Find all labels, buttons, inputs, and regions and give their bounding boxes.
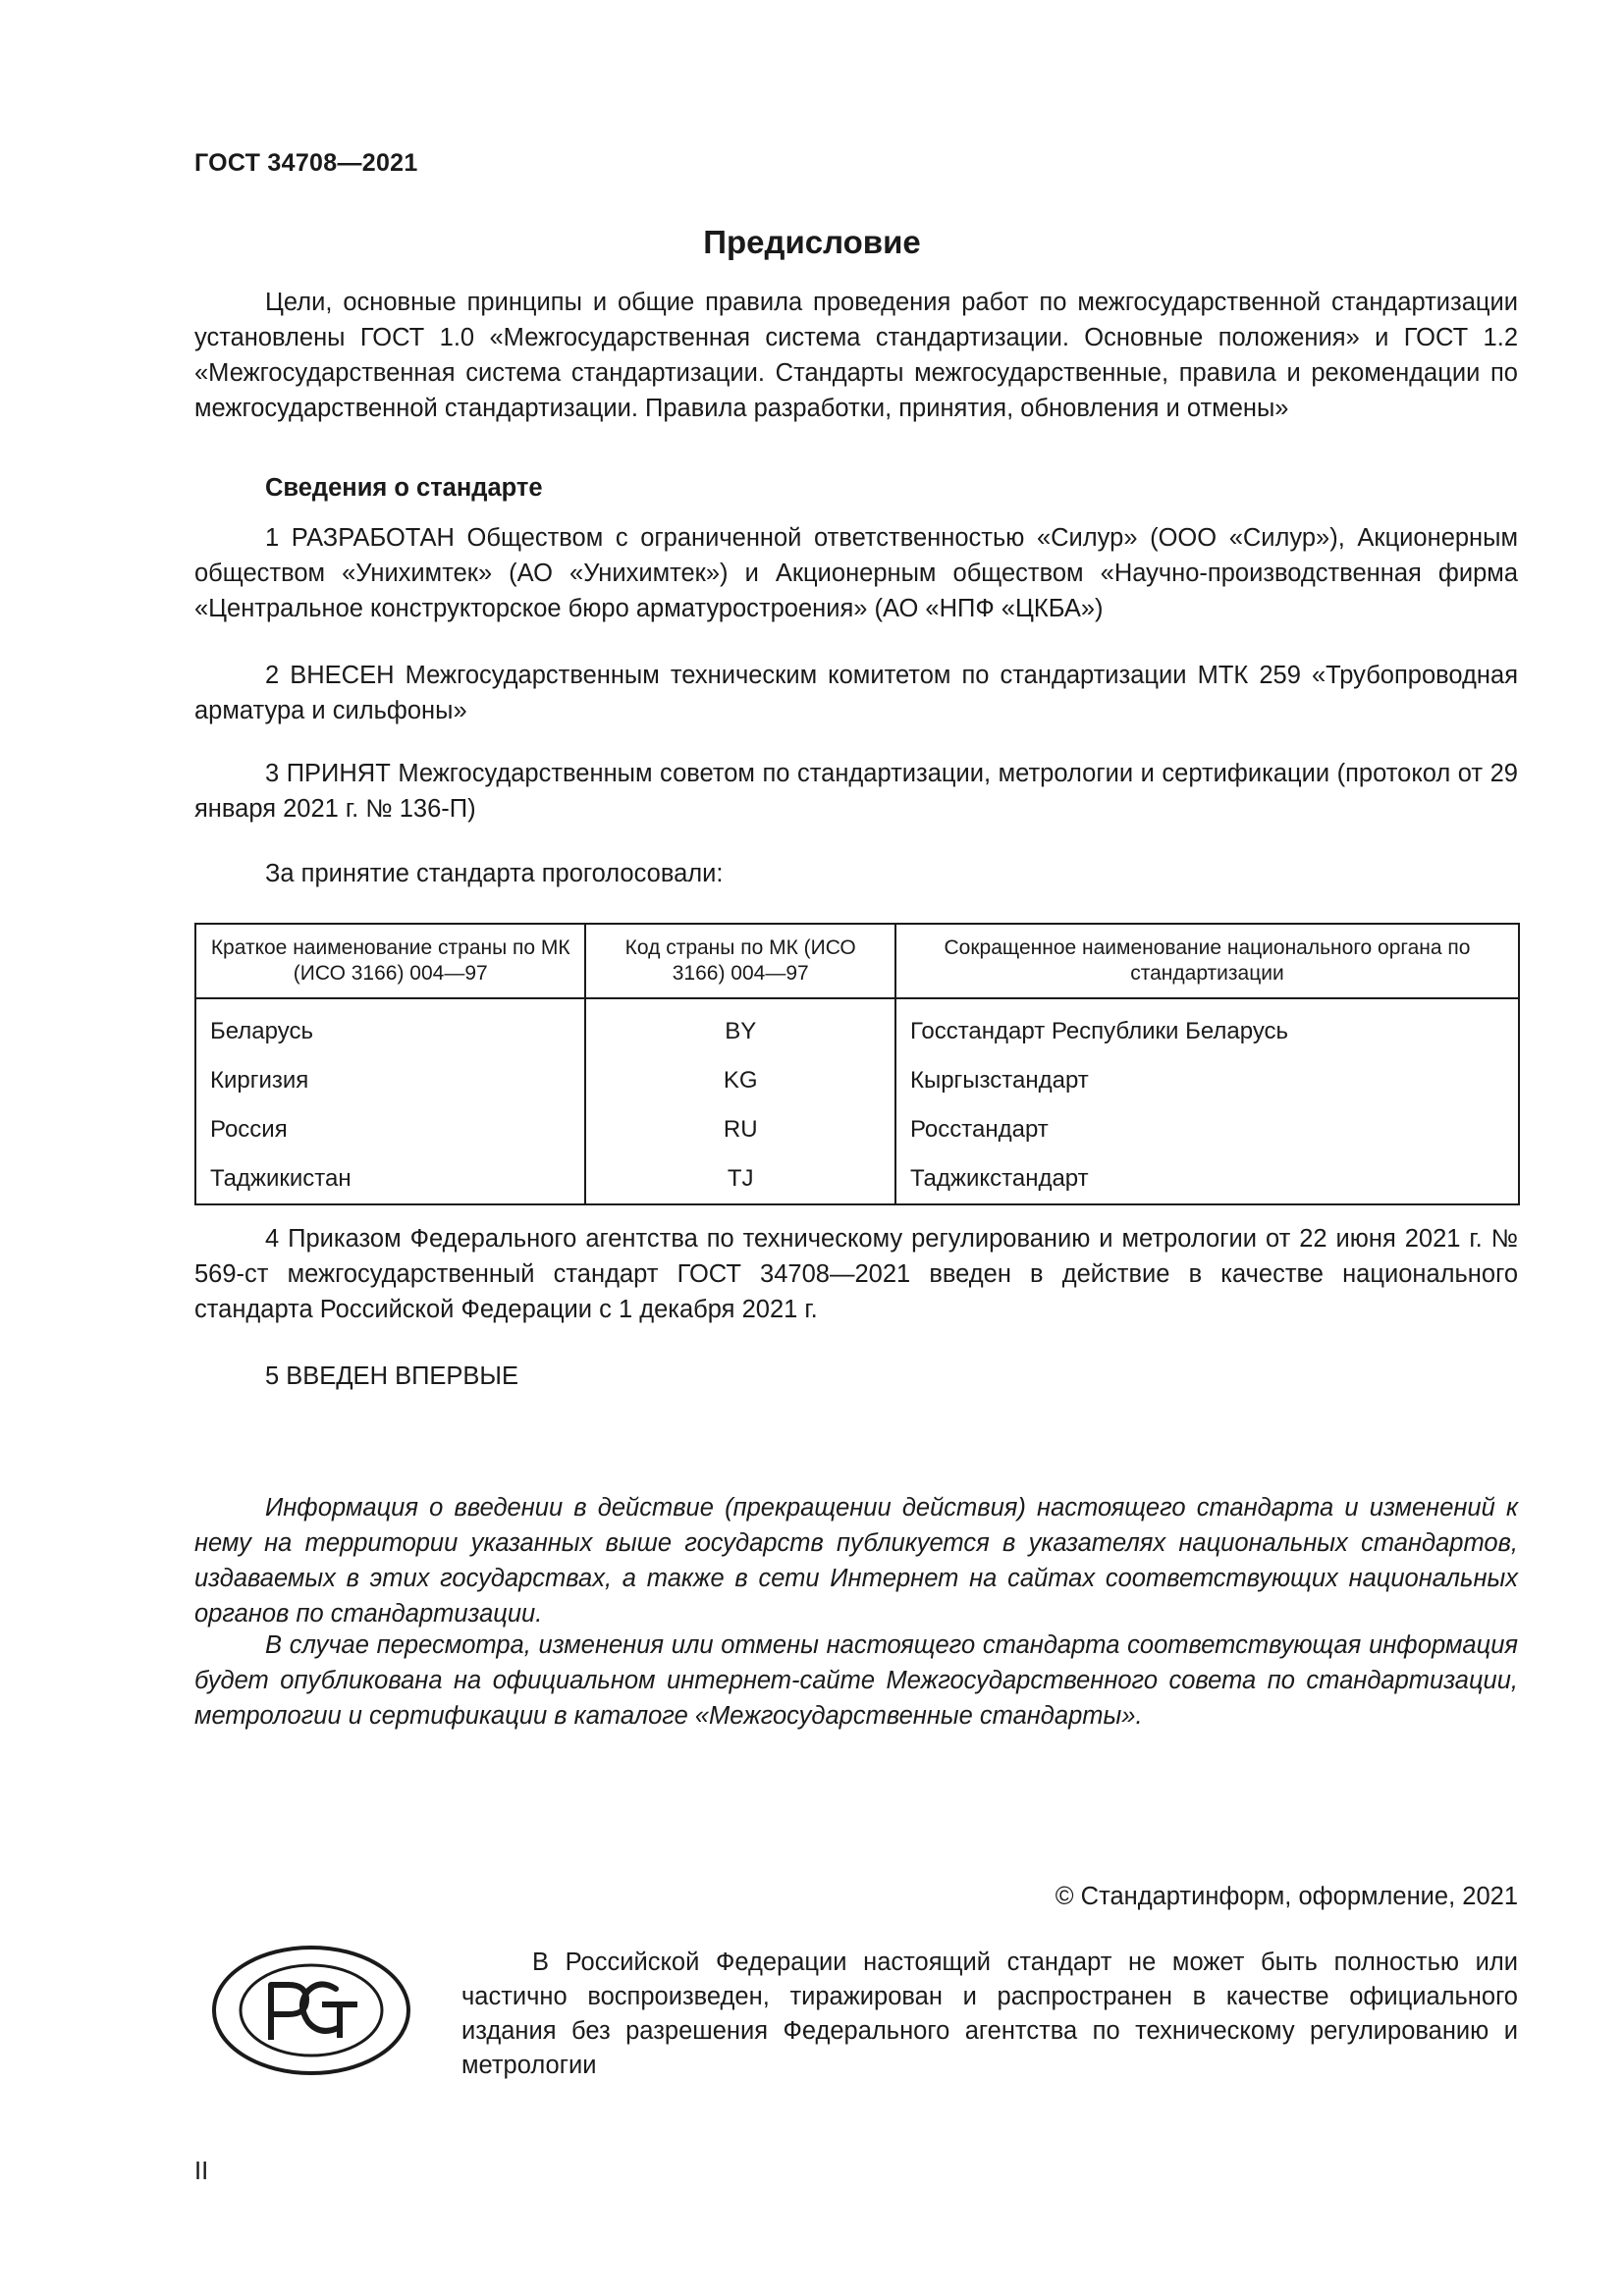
info-heading: Сведения о стандарте (265, 474, 543, 502)
legal-notice: В Российской Федерации настоящий стандарт не может быть полностью или частично воспроизведен, тиражирован и распространен в качестве официального издания без разрешения Федерального агентства по техническому регулированию и метрологии (461, 1949, 1518, 2079)
national-body: Таджикстандарт (895, 1154, 1519, 1204)
country-name: Россия (195, 1105, 585, 1154)
rst-certification-mark-icon (210, 1944, 412, 2077)
national-body: Росстандарт (895, 1105, 1519, 1154)
item-adopted: 3 ПРИНЯТ Межгосударственным советом по стандартизации, метрологии и сертификации (протокол от 29 января 2021 г. № 136-П) (194, 760, 1518, 823)
country-code: BY (585, 998, 894, 1056)
page-number: II (194, 2158, 209, 2185)
item-developed: 1 РАЗРАБОТАН Обществом с ограниченной ответственностью «Силур» (ООО «Силур»), Акционерным обществом «Унихимтек» (АО «Унихимтек») и Акционерным обществом «Научно-производственная фирма «Центральное конструкторское бюро арматуростроения» (АО «НПФ «ЦКБА») (194, 524, 1518, 622)
country-name: Киргизия (195, 1056, 585, 1105)
item-voted: За принятие стандарта проголосовали: (265, 860, 724, 887)
header-country-code: Код страны по МК (ИСО 3166) 004—97 (585, 924, 894, 998)
item-introduced: 2 ВНЕСЕН Межгосударственным техническим комитетом по стандартизации МТК 259 «Трубопроводная арматура и сильфоны» (194, 662, 1518, 724)
table-row (195, 1154, 1519, 1204)
countries-table (194, 923, 1520, 1205)
notice-paragraph-2: В случае пересмотра, изменения или отмены настоящего стандарта соответствующая информация будет опубликована на официальном интернет-сайте Межгосударственного совета по стандартизации, метрологии и сертификации в каталоге «Межгосударственные стандарты». (194, 1631, 1518, 1730)
country-code: TJ (585, 1154, 894, 1204)
national-body: Кыргызстандарт (895, 1056, 1519, 1105)
page-title: Предисловие (703, 224, 921, 260)
intro-paragraph: Цели, основные принципы и общие правила проведения работ по межгосударственной стандартизации установлены ГОСТ 1.0 «Межгосударственная система стандартизации. Основные положения» и ГОСТ 1.2 «Межгосударственная система стандартизации. Стандарты межгосударственные, правила и рекомендации по межгосударственной стандартизации. Правила разработки, принятия, обновления и отмены» (194, 289, 1518, 422)
header-national-body: Сокращенное наименование национального органа по стандартизации (895, 924, 1519, 998)
country-code: KG (585, 1056, 894, 1105)
document-code: ГОСТ 34708—2021 (194, 149, 418, 177)
item-order: 4 Приказом Федерального агентства по техническому регулированию и метрологии от 22 июня 2021 г. № 569-ст межгосударственный стандарт ГОСТ 34708—2021 введен в действие в качестве национального стандарта Российской Федерации с 1 декабря 2021 г. (194, 1225, 1518, 1323)
copyright-line: © Стандартинформ, оформление, 2021 (1055, 1883, 1518, 1910)
item-first: 5 ВВЕДЕН ВПЕРВЫЕ (265, 1362, 519, 1390)
country-name: Беларусь (195, 998, 585, 1056)
header-country-name: Краткое наименование страны по МК (ИСО 3166) 004—97 (195, 924, 585, 998)
notice-paragraph-1: Информация о введении в действие (прекращении действия) настоящего стандарта и изменений к нему на территории указанных выше государств публикуется в указателях национальных стандартов, издаваемых в этих государствах, а также в сети Интернет на сайтах соответствующих национальных органов по стандартизации. (194, 1494, 1518, 1628)
national-body: Госстандарт Республики Беларусь (895, 998, 1519, 1056)
table-row (195, 1105, 1519, 1154)
country-name: Таджикистан (195, 1154, 585, 1204)
table-row (195, 1056, 1519, 1105)
table-row (195, 998, 1519, 1056)
country-code: RU (585, 1105, 894, 1154)
table-header-row (195, 924, 1519, 998)
